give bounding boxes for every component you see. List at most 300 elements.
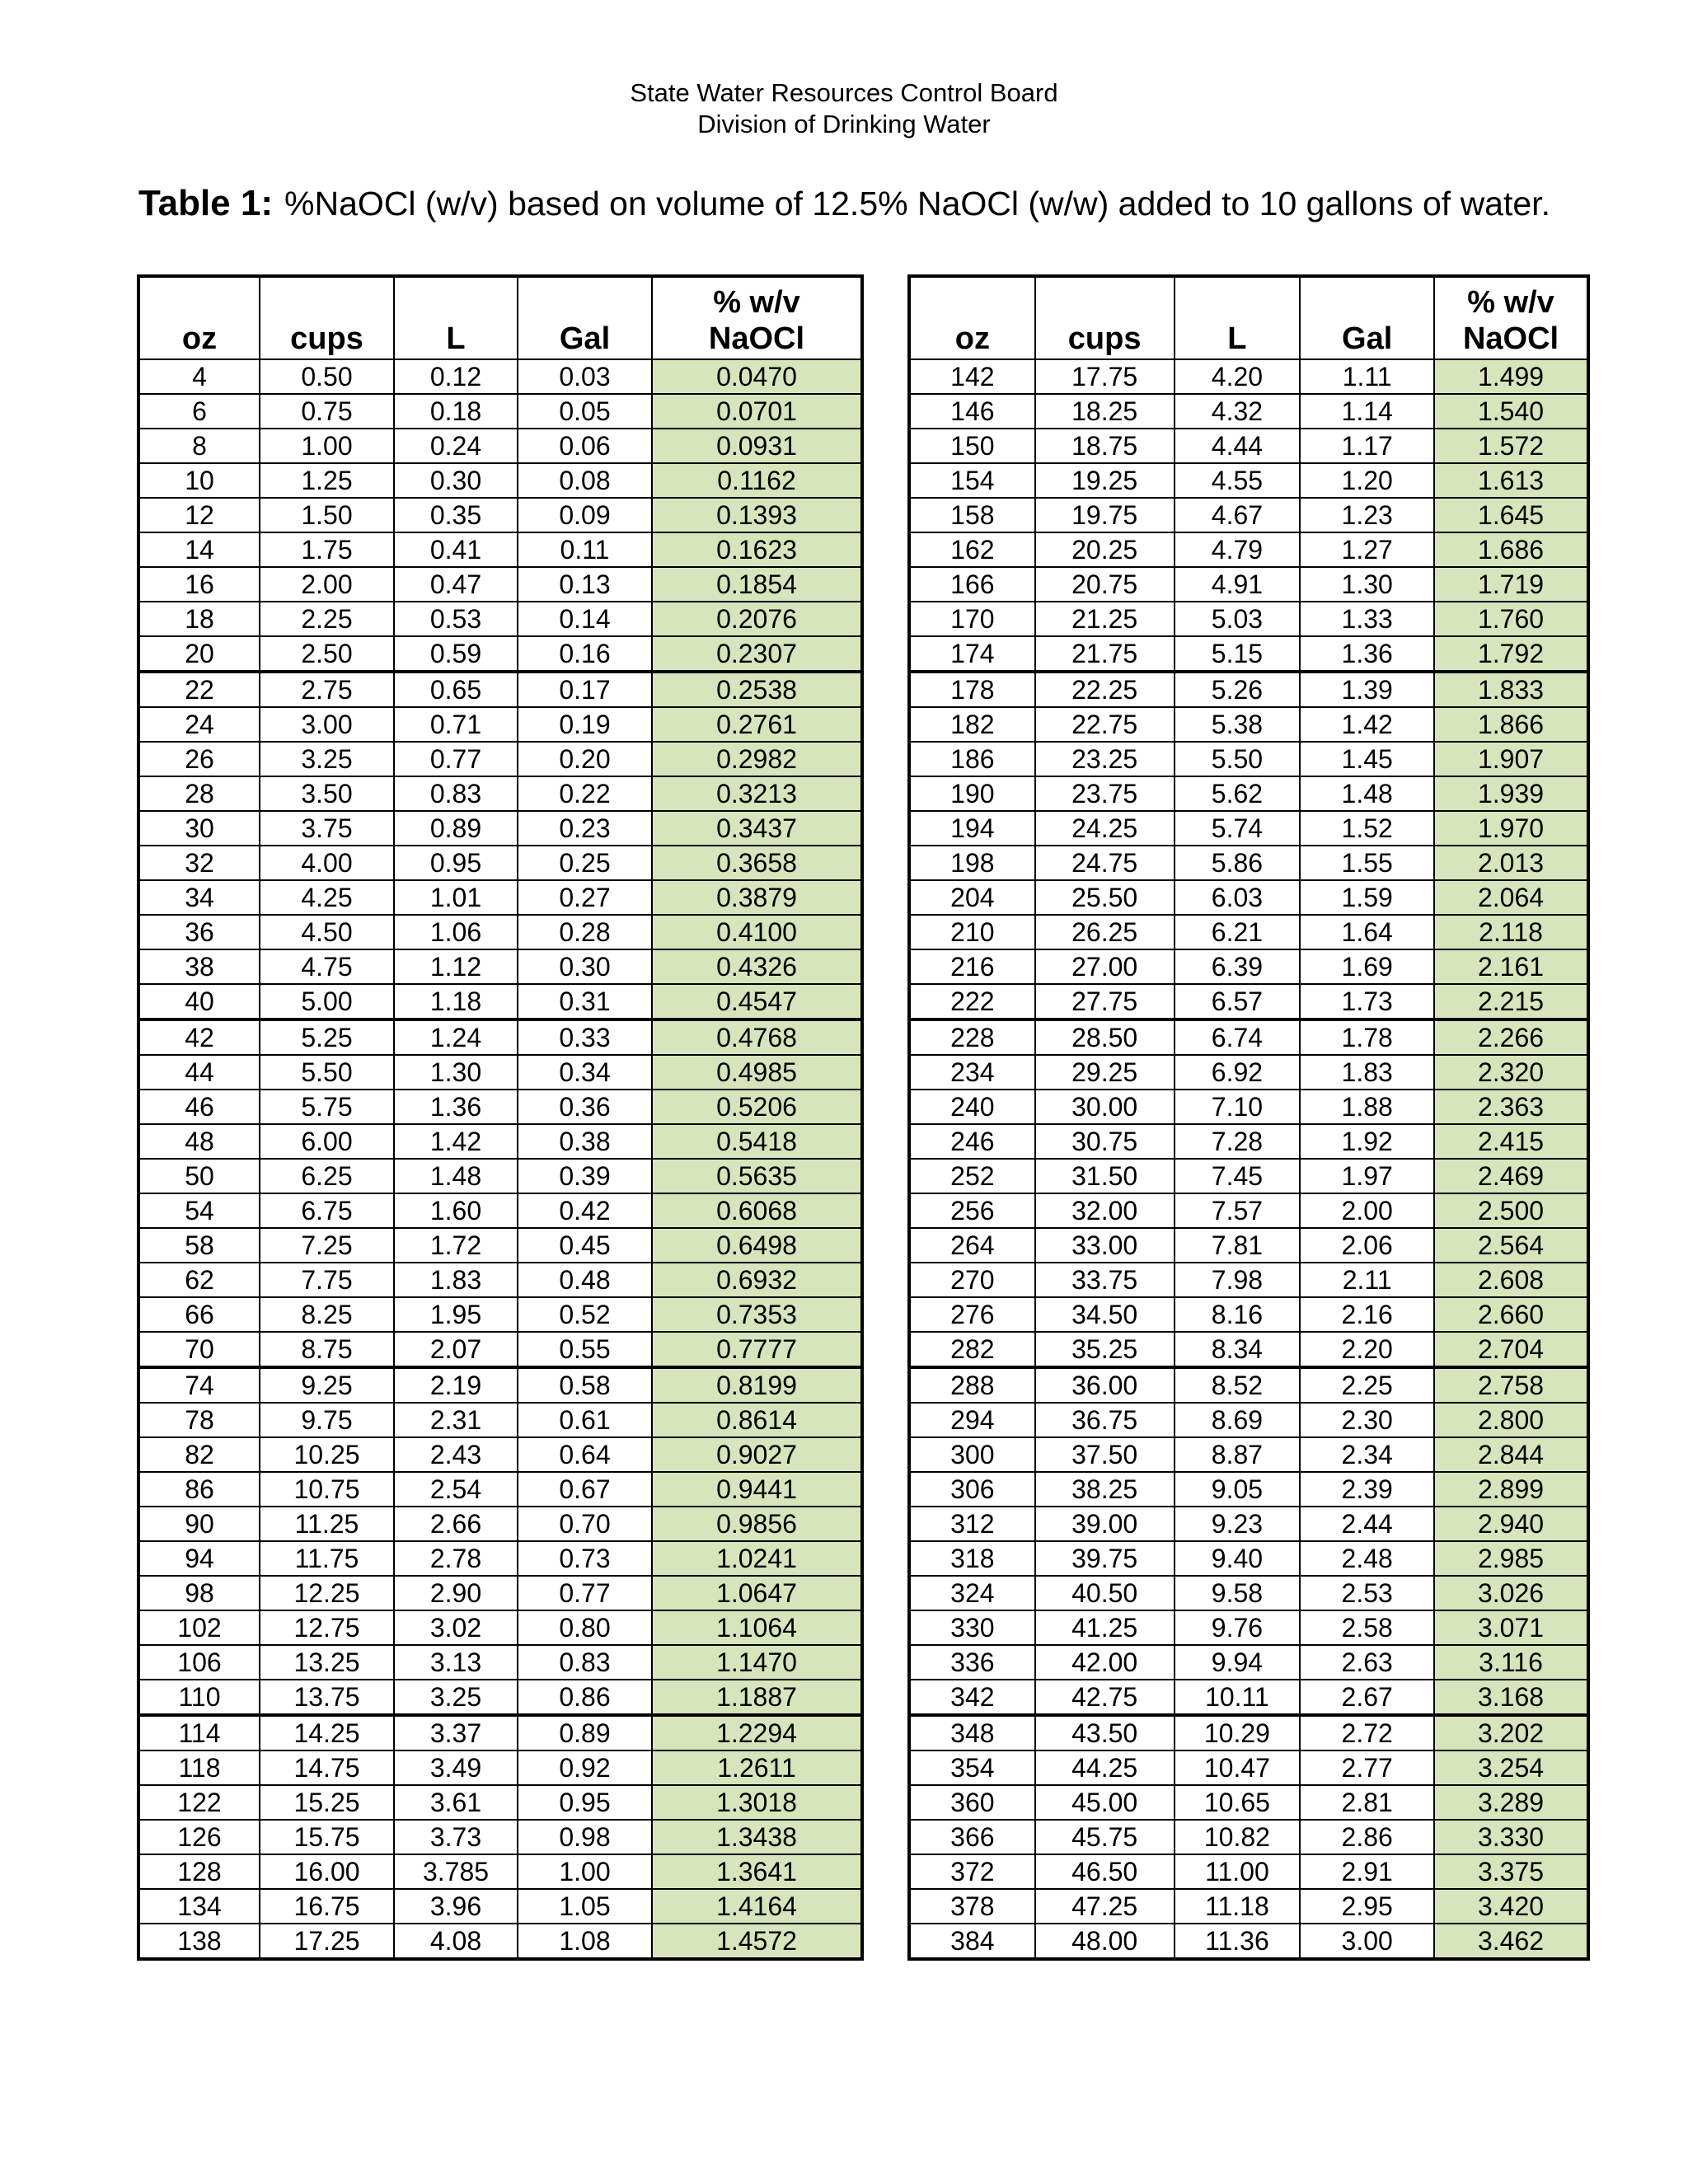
cell-liters: 1.01 xyxy=(394,880,518,915)
cell-pct-naocl: 0.7777 xyxy=(652,1332,862,1367)
cell-gallons: 2.77 xyxy=(1300,1750,1434,1785)
cell-oz: 82 xyxy=(138,1437,260,1472)
cell-cups: 5.75 xyxy=(260,1090,394,1124)
cell-pct-naocl: 0.2076 xyxy=(652,602,862,636)
cell-cups: 39.75 xyxy=(1035,1541,1175,1576)
cell-oz: 6 xyxy=(138,394,260,429)
cell-pct-naocl: 0.0470 xyxy=(652,359,862,394)
table-row xyxy=(909,707,1588,742)
cell-oz: 204 xyxy=(909,880,1035,915)
table-row xyxy=(909,498,1588,532)
cell-gallons: 2.25 xyxy=(1300,1367,1434,1403)
cell-gallons: 2.20 xyxy=(1300,1332,1434,1367)
cell-liters: 7.98 xyxy=(1175,1263,1301,1297)
cell-liters: 6.21 xyxy=(1175,915,1301,949)
cell-liters: 5.15 xyxy=(1175,636,1301,672)
cell-pct-naocl: 1.907 xyxy=(1434,742,1588,776)
cell-cups: 27.00 xyxy=(1035,949,1175,984)
cell-pct-naocl: 0.1393 xyxy=(652,498,862,532)
cell-gallons: 2.00 xyxy=(1300,1193,1434,1228)
cell-pct-naocl: 3.289 xyxy=(1434,1785,1588,1820)
col-header-liters: L xyxy=(394,276,518,359)
cell-cups: 0.75 xyxy=(260,394,394,429)
cell-oz: 378 xyxy=(909,1889,1035,1924)
dilution-table-right xyxy=(907,274,1590,1961)
cell-cups: 17.25 xyxy=(260,1924,394,1959)
cell-gallons: 1.55 xyxy=(1300,846,1434,880)
cell-liters: 0.53 xyxy=(394,602,518,636)
cell-gallons: 1.05 xyxy=(518,1889,652,1924)
cell-pct-naocl: 1.4164 xyxy=(652,1889,862,1924)
cell-oz: 384 xyxy=(909,1924,1035,1959)
cell-cups: 16.00 xyxy=(260,1854,394,1889)
cell-liters: 7.10 xyxy=(1175,1090,1301,1124)
col-header-pct-naocl xyxy=(1434,276,1588,359)
cell-oz: 74 xyxy=(138,1367,260,1403)
cell-oz: 62 xyxy=(138,1263,260,1297)
cell-pct-naocl: 1.0241 xyxy=(652,1541,862,1576)
cell-pct-naocl: 0.6068 xyxy=(652,1193,862,1228)
cell-gallons: 3.00 xyxy=(1300,1924,1434,1959)
cell-cups: 6.00 xyxy=(260,1124,394,1159)
cell-oz: 14 xyxy=(138,532,260,567)
table-row xyxy=(909,1124,1588,1159)
table-row xyxy=(138,672,862,707)
cell-pct-naocl: 0.8614 xyxy=(652,1403,862,1437)
cell-oz: 294 xyxy=(909,1403,1035,1437)
cell-liters: 9.58 xyxy=(1175,1576,1301,1610)
table-row xyxy=(909,776,1588,811)
cell-gallons: 0.13 xyxy=(518,567,652,602)
cell-cups: 44.25 xyxy=(1035,1750,1175,1785)
col-header-pct-naocl xyxy=(652,276,862,359)
cell-gallons: 0.67 xyxy=(518,1472,652,1507)
cell-cups: 22.25 xyxy=(1035,672,1175,707)
cell-liters: 3.785 xyxy=(394,1854,518,1889)
cell-pct-naocl: 2.564 xyxy=(1434,1228,1588,1263)
cell-gallons: 1.88 xyxy=(1300,1090,1434,1124)
cell-cups: 6.75 xyxy=(260,1193,394,1228)
cell-liters: 7.81 xyxy=(1175,1228,1301,1263)
cell-gallons: 0.70 xyxy=(518,1507,652,1541)
cell-gallons: 2.53 xyxy=(1300,1576,1434,1610)
cell-pct-naocl: 2.800 xyxy=(1434,1403,1588,1437)
cell-liters: 8.87 xyxy=(1175,1437,1301,1472)
table-row xyxy=(138,776,862,811)
table-row xyxy=(138,1437,862,1472)
cell-gallons: 1.42 xyxy=(1300,707,1434,742)
cell-liters: 8.69 xyxy=(1175,1403,1301,1437)
cell-gallons: 1.83 xyxy=(1300,1055,1434,1090)
cell-gallons: 0.05 xyxy=(518,394,652,429)
table-row xyxy=(909,984,1588,1019)
cell-gallons: 0.92 xyxy=(518,1750,652,1785)
cell-gallons: 1.23 xyxy=(1300,498,1434,532)
table-row xyxy=(909,1472,1588,1507)
table-row xyxy=(138,1297,862,1332)
cell-gallons: 0.95 xyxy=(518,1785,652,1820)
cell-oz: 10 xyxy=(138,463,260,498)
cell-oz: 158 xyxy=(909,498,1035,532)
cell-cups: 3.75 xyxy=(260,811,394,846)
cell-pct-naocl: 3.026 xyxy=(1434,1576,1588,1610)
cell-pct-naocl: 2.608 xyxy=(1434,1263,1588,1297)
cell-gallons: 2.39 xyxy=(1300,1472,1434,1507)
cell-cups: 24.25 xyxy=(1035,811,1175,846)
cell-pct-naocl: 0.4100 xyxy=(652,915,862,949)
cell-liters: 9.05 xyxy=(1175,1472,1301,1507)
cell-gallons: 2.63 xyxy=(1300,1645,1434,1680)
cell-oz: 86 xyxy=(138,1472,260,1507)
cell-oz: 348 xyxy=(909,1715,1035,1750)
cell-gallons: 0.89 xyxy=(518,1715,652,1750)
cell-liters: 1.18 xyxy=(394,984,518,1019)
cell-oz: 36 xyxy=(138,915,260,949)
cell-liters: 1.72 xyxy=(394,1228,518,1263)
cell-pct-naocl: 1.833 xyxy=(1434,672,1588,707)
cell-pct-naocl: 1.2294 xyxy=(652,1715,862,1750)
cell-cups: 39.00 xyxy=(1035,1507,1175,1541)
cell-pct-naocl: 1.792 xyxy=(1434,636,1588,672)
table-row xyxy=(138,811,862,846)
cell-cups: 17.75 xyxy=(1035,359,1175,394)
cell-gallons: 0.86 xyxy=(518,1680,652,1715)
table-row xyxy=(909,359,1588,394)
cell-liters: 2.54 xyxy=(394,1472,518,1507)
cell-oz: 190 xyxy=(909,776,1035,811)
cell-pct-naocl: 0.2307 xyxy=(652,636,862,672)
table-title-label: Table 1: xyxy=(138,183,274,223)
table-row xyxy=(909,1820,1588,1854)
cell-liters: 2.19 xyxy=(394,1367,518,1403)
cell-liters: 9.76 xyxy=(1175,1610,1301,1645)
table-row xyxy=(138,1576,862,1610)
cell-oz: 114 xyxy=(138,1715,260,1750)
cell-pct-naocl: 3.071 xyxy=(1434,1610,1588,1645)
cell-pct-naocl: 1.4572 xyxy=(652,1924,862,1959)
cell-gallons: 0.08 xyxy=(518,463,652,498)
cell-liters: 0.95 xyxy=(394,846,518,880)
col-header-pct-line2: NaOCl xyxy=(708,321,805,356)
cell-gallons: 1.36 xyxy=(1300,636,1434,672)
cell-oz: 42 xyxy=(138,1019,260,1055)
cell-oz: 110 xyxy=(138,1680,260,1715)
cell-gallons: 1.20 xyxy=(1300,463,1434,498)
table-row xyxy=(138,394,862,429)
cell-cups: 38.25 xyxy=(1035,1472,1175,1507)
cell-pct-naocl: 2.899 xyxy=(1434,1472,1588,1507)
cell-gallons: 0.11 xyxy=(518,532,652,567)
cell-liters: 2.90 xyxy=(394,1576,518,1610)
cell-oz: 134 xyxy=(138,1889,260,1924)
table-row xyxy=(909,1507,1588,1541)
cell-liters: 2.31 xyxy=(394,1403,518,1437)
table-row xyxy=(138,1680,862,1715)
dilution-table-left xyxy=(137,274,864,1961)
cell-pct-naocl: 1.540 xyxy=(1434,394,1588,429)
cell-pct-naocl: 1.3641 xyxy=(652,1854,862,1889)
cell-pct-naocl: 0.2982 xyxy=(652,742,862,776)
table-row xyxy=(909,672,1588,707)
cell-pct-naocl: 2.500 xyxy=(1434,1193,1588,1228)
table-row xyxy=(138,880,862,915)
cell-liters: 0.77 xyxy=(394,742,518,776)
table-row xyxy=(909,1193,1588,1228)
cell-cups: 35.25 xyxy=(1035,1332,1175,1367)
table-row xyxy=(138,742,862,776)
cell-pct-naocl: 2.161 xyxy=(1434,949,1588,984)
cell-pct-naocl: 0.1162 xyxy=(652,463,862,498)
cell-liters: 8.52 xyxy=(1175,1367,1301,1403)
table-row xyxy=(138,1228,862,1263)
cell-pct-naocl: 3.330 xyxy=(1434,1820,1588,1854)
cell-liters: 11.18 xyxy=(1175,1889,1301,1924)
cell-gallons: 0.27 xyxy=(518,880,652,915)
cell-gallons: 0.48 xyxy=(518,1263,652,1297)
table-row xyxy=(138,984,862,1019)
table-row xyxy=(909,742,1588,776)
cell-pct-naocl: 1.686 xyxy=(1434,532,1588,567)
table-header-row xyxy=(138,276,862,359)
cell-liters: 0.89 xyxy=(394,811,518,846)
cell-liters: 0.83 xyxy=(394,776,518,811)
cell-pct-naocl: 0.3879 xyxy=(652,880,862,915)
cell-gallons: 0.64 xyxy=(518,1437,652,1472)
cell-oz: 162 xyxy=(909,532,1035,567)
cell-liters: 2.78 xyxy=(394,1541,518,1576)
table-row xyxy=(138,1159,862,1193)
cell-gallons: 0.45 xyxy=(518,1228,652,1263)
table-row xyxy=(909,1403,1588,1437)
cell-gallons: 1.59 xyxy=(1300,880,1434,915)
cell-oz: 44 xyxy=(138,1055,260,1090)
cell-oz: 186 xyxy=(909,742,1035,776)
table-row xyxy=(138,846,862,880)
cell-pct-naocl: 0.8199 xyxy=(652,1367,862,1403)
cell-cups: 12.75 xyxy=(260,1610,394,1645)
cell-pct-naocl: 1.1064 xyxy=(652,1610,862,1645)
cell-oz: 300 xyxy=(909,1437,1035,1472)
cell-liters: 0.24 xyxy=(394,429,518,463)
cell-liters: 3.73 xyxy=(394,1820,518,1854)
cell-liters: 7.28 xyxy=(1175,1124,1301,1159)
cell-pct-naocl: 3.375 xyxy=(1434,1854,1588,1889)
table-row xyxy=(909,1854,1588,1889)
cell-liters: 0.35 xyxy=(394,498,518,532)
table-row xyxy=(138,1507,862,1541)
cell-liters: 4.32 xyxy=(1175,394,1301,429)
cell-gallons: 0.20 xyxy=(518,742,652,776)
cell-cups: 21.75 xyxy=(1035,636,1175,672)
cell-liters: 3.02 xyxy=(394,1610,518,1645)
table-header-row xyxy=(909,276,1588,359)
table-row xyxy=(909,567,1588,602)
cell-oz: 50 xyxy=(138,1159,260,1193)
cell-liters: 6.03 xyxy=(1175,880,1301,915)
cell-oz: 288 xyxy=(909,1367,1035,1403)
cell-gallons: 0.36 xyxy=(518,1090,652,1124)
table-title xyxy=(138,183,1550,224)
cell-liters: 3.61 xyxy=(394,1785,518,1820)
cell-liters: 11.36 xyxy=(1175,1924,1301,1959)
cell-cups: 8.25 xyxy=(260,1297,394,1332)
table-row xyxy=(909,1680,1588,1715)
table-row xyxy=(138,1750,862,1785)
table-row xyxy=(138,1854,862,1889)
cell-oz: 32 xyxy=(138,846,260,880)
cell-oz: 12 xyxy=(138,498,260,532)
table-row xyxy=(138,498,862,532)
table-row xyxy=(138,1785,862,1820)
table-row xyxy=(138,1193,862,1228)
cell-gallons: 0.42 xyxy=(518,1193,652,1228)
cell-liters: 1.95 xyxy=(394,1297,518,1332)
table-row xyxy=(138,1889,862,1924)
cell-cups: 34.50 xyxy=(1035,1297,1175,1332)
cell-oz: 40 xyxy=(138,984,260,1019)
cell-oz: 30 xyxy=(138,811,260,846)
cell-gallons: 1.73 xyxy=(1300,984,1434,1019)
cell-pct-naocl: 1.719 xyxy=(1434,567,1588,602)
table-row xyxy=(138,1610,862,1645)
cell-pct-naocl: 2.064 xyxy=(1434,880,1588,915)
cell-cups: 23.25 xyxy=(1035,742,1175,776)
cell-cups: 14.25 xyxy=(260,1715,394,1750)
cell-pct-naocl: 3.420 xyxy=(1434,1889,1588,1924)
cell-liters: 8.34 xyxy=(1175,1332,1301,1367)
cell-cups: 0.50 xyxy=(260,359,394,394)
cell-pct-naocl: 0.3437 xyxy=(652,811,862,846)
cell-gallons: 0.34 xyxy=(518,1055,652,1090)
table-row xyxy=(138,949,862,984)
cell-cups: 5.25 xyxy=(260,1019,394,1055)
table-row xyxy=(138,1055,862,1090)
cell-liters: 1.83 xyxy=(394,1263,518,1297)
cell-oz: 174 xyxy=(909,636,1035,672)
cell-oz: 372 xyxy=(909,1854,1035,1889)
cell-pct-naocl: 0.3213 xyxy=(652,776,862,811)
cell-cups: 23.75 xyxy=(1035,776,1175,811)
cell-gallons: 1.78 xyxy=(1300,1019,1434,1055)
cell-liters: 4.08 xyxy=(394,1924,518,1959)
cell-liters: 3.96 xyxy=(394,1889,518,1924)
cell-gallons: 0.38 xyxy=(518,1124,652,1159)
cell-cups: 43.50 xyxy=(1035,1715,1175,1750)
table-row xyxy=(909,602,1588,636)
cell-pct-naocl: 2.266 xyxy=(1434,1019,1588,1055)
cell-gallons: 0.77 xyxy=(518,1576,652,1610)
cell-oz: 312 xyxy=(909,1507,1035,1541)
cell-cups: 7.75 xyxy=(260,1263,394,1297)
cell-gallons: 2.44 xyxy=(1300,1507,1434,1541)
cell-liters: 0.71 xyxy=(394,707,518,742)
col-header-pct-line1: % w/v xyxy=(1467,285,1554,320)
cell-liters: 10.82 xyxy=(1175,1820,1301,1854)
cell-liters: 5.74 xyxy=(1175,811,1301,846)
cell-pct-naocl: 1.866 xyxy=(1434,707,1588,742)
table-row xyxy=(909,811,1588,846)
col-header-gallons: Gal xyxy=(1300,276,1434,359)
cell-cups: 46.50 xyxy=(1035,1854,1175,1889)
cell-gallons: 1.33 xyxy=(1300,602,1434,636)
table-title-text: %NaOCl (w/v) based on volume of 12.5% NaOCl (w/w) added to 10 gallons of water. xyxy=(284,185,1550,223)
cell-gallons: 0.55 xyxy=(518,1332,652,1367)
cell-oz: 324 xyxy=(909,1576,1035,1610)
cell-gallons: 1.27 xyxy=(1300,532,1434,567)
cell-liters: 3.37 xyxy=(394,1715,518,1750)
cell-pct-naocl: 3.202 xyxy=(1434,1715,1588,1750)
cell-cups: 4.50 xyxy=(260,915,394,949)
cell-gallons: 1.45 xyxy=(1300,742,1434,776)
cell-liters: 10.65 xyxy=(1175,1785,1301,1820)
cell-oz: 54 xyxy=(138,1193,260,1228)
cell-liters: 3.13 xyxy=(394,1645,518,1680)
cell-gallons: 2.48 xyxy=(1300,1541,1434,1576)
table-row xyxy=(909,1645,1588,1680)
cell-pct-naocl: 2.660 xyxy=(1434,1297,1588,1332)
cell-cups: 14.75 xyxy=(260,1750,394,1785)
cell-liters: 0.59 xyxy=(394,636,518,672)
cell-liters: 0.41 xyxy=(394,532,518,567)
cell-cups: 20.25 xyxy=(1035,532,1175,567)
cell-oz: 26 xyxy=(138,742,260,776)
cell-liters: 6.57 xyxy=(1175,984,1301,1019)
cell-oz: 128 xyxy=(138,1854,260,1889)
cell-gallons: 1.30 xyxy=(1300,567,1434,602)
cell-gallons: 0.58 xyxy=(518,1367,652,1403)
table-row xyxy=(909,532,1588,567)
cell-oz: 154 xyxy=(909,463,1035,498)
cell-oz: 102 xyxy=(138,1610,260,1645)
cell-cups: 1.75 xyxy=(260,532,394,567)
cell-oz: 94 xyxy=(138,1541,260,1576)
cell-oz: 342 xyxy=(909,1680,1035,1715)
cell-gallons: 2.81 xyxy=(1300,1785,1434,1820)
table-row xyxy=(138,1263,862,1297)
cell-oz: 234 xyxy=(909,1055,1035,1090)
cell-cups: 18.75 xyxy=(1035,429,1175,463)
cell-pct-naocl: 1.2611 xyxy=(652,1750,862,1785)
cell-liters: 4.20 xyxy=(1175,359,1301,394)
table-row xyxy=(138,1124,862,1159)
cell-liters: 9.23 xyxy=(1175,1507,1301,1541)
table-row xyxy=(909,1263,1588,1297)
cell-pct-naocl: 0.9856 xyxy=(652,1507,862,1541)
header-division: Division of Drinking Water xyxy=(697,110,991,138)
cell-gallons: 0.16 xyxy=(518,636,652,672)
cell-cups: 26.25 xyxy=(1035,915,1175,949)
cell-cups: 19.75 xyxy=(1035,498,1175,532)
cell-oz: 318 xyxy=(909,1541,1035,1576)
cell-pct-naocl: 1.939 xyxy=(1434,776,1588,811)
table-row xyxy=(909,1889,1588,1924)
cell-pct-naocl: 0.2538 xyxy=(652,672,862,707)
cell-oz: 170 xyxy=(909,602,1035,636)
cell-pct-naocl: 0.9027 xyxy=(652,1437,862,1472)
cell-gallons: 1.97 xyxy=(1300,1159,1434,1193)
cell-liters: 1.12 xyxy=(394,949,518,984)
cell-pct-naocl: 1.613 xyxy=(1434,463,1588,498)
cell-gallons: 1.11 xyxy=(1300,359,1434,394)
table-row xyxy=(909,1367,1588,1403)
cell-liters: 4.67 xyxy=(1175,498,1301,532)
cell-liters: 2.66 xyxy=(394,1507,518,1541)
table-row xyxy=(909,1924,1588,1959)
cell-oz: 336 xyxy=(909,1645,1035,1680)
cell-oz: 58 xyxy=(138,1228,260,1263)
cell-cups: 30.75 xyxy=(1035,1124,1175,1159)
cell-pct-naocl: 0.7353 xyxy=(652,1297,862,1332)
